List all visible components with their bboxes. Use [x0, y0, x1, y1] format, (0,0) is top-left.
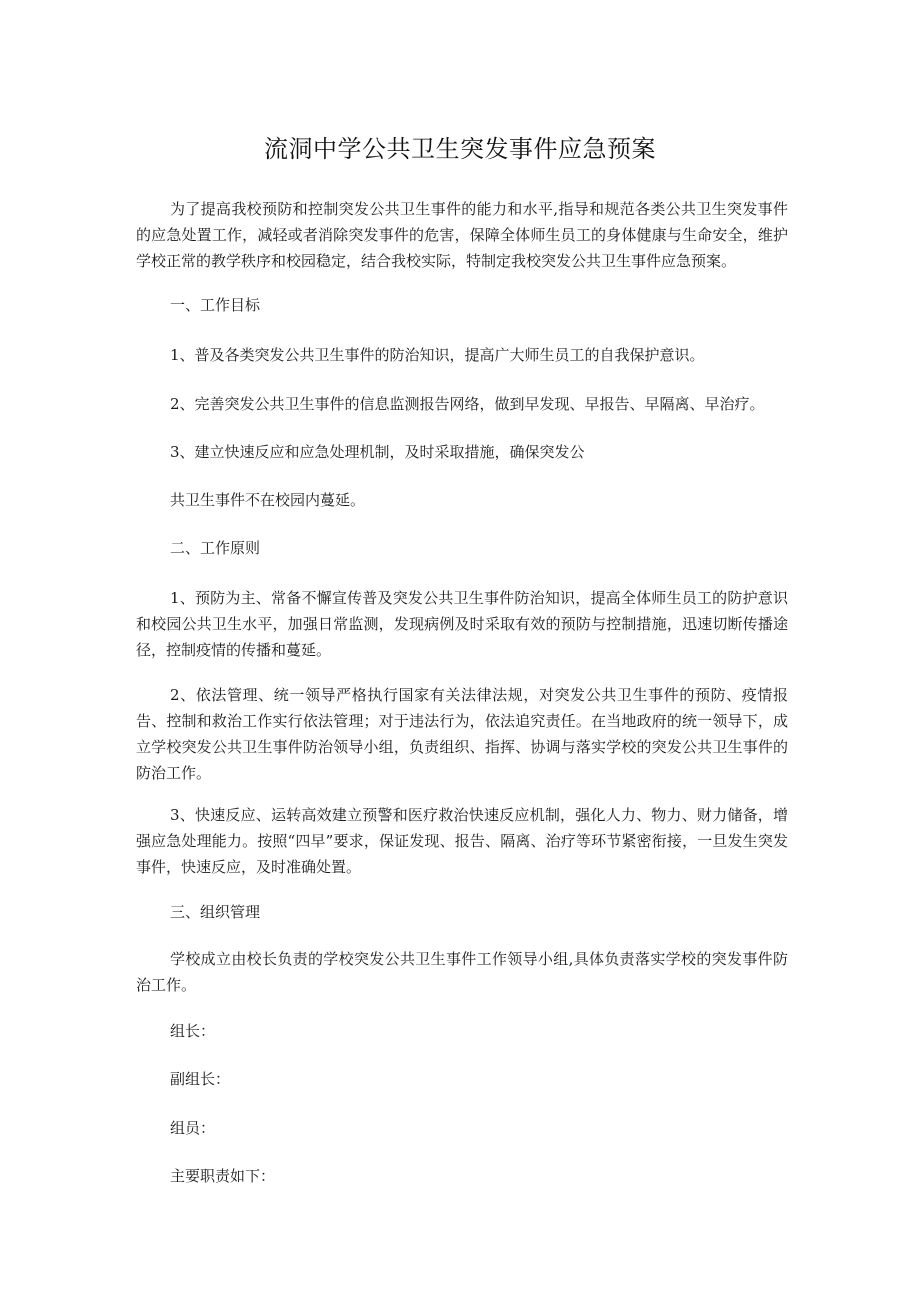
- section-heading-organization: 三、组织管理: [170, 903, 261, 921]
- section-heading-goals: 一、工作目标: [170, 296, 261, 314]
- document-title: 流洞中学公共卫生突发事件应急预案: [264, 135, 656, 163]
- organization-paragraph: 学校成立由校长负责的学校突发公共卫生事件工作领导小组,具体负责落实学校的突发事件防治工作。: [136, 950, 788, 994]
- goal-item-3-continued: 共卫生事件不在校园内蔓延。: [170, 491, 366, 509]
- principle-item-1: 1、预防为主、常备不懈宣传普及突发公共卫生事件防治知识，提高全体师生员工的防护意识和校园公共卫生水平，加强日常监测，发现病例及时采取有效的预防与控制措施，迅速切断传播途径，控制疫情的传播和蔓延。: [136, 589, 788, 659]
- goal-item-1: 1、普及各类突发公共卫生事件的防治知识，提高广大师生员工的自我保护意识。: [170, 346, 705, 364]
- principle-item-2: 2、依法管理、统一领导严格执行国家有关法律法规，对突发公共卫生事件的预防、疫情报告、控制和救治工作实行依法管理；对于违法行为，依法追究责任。在当地政府的统一领导下，成立学校突发公共卫生事件防治领导小组，负责组织、指挥、协调与落实学校的突发公共卫生事件的防治工作。: [136, 686, 788, 782]
- section-heading-principles: 二、工作原则: [170, 539, 261, 557]
- duties-label: 主要职责如下：: [170, 1167, 276, 1185]
- principle-item-3: 3、快速反应、运转高效建立预警和医疗救治快速反应机制，强化人力、物力、财力储备，增强应急处理能力。按照“四早”要求，保证发现、报告、隔离、治疗等环节紧密衔接，一旦发生突发事件，快速反应，及时准确处置。: [136, 806, 788, 876]
- members-label: 组员：: [170, 1119, 216, 1137]
- intro-paragraph: 为了提高我校预防和控制突发公共卫生事件的能力和水平,指导和规范各类公共卫生突发事件的应急处置工作，减轻或者消除突发事件的危害，保障全体师生员工的身体健康与生命安全，维护学校正常的教学秩序和校园稳定，结合我校实际，特制定我校突发公共卫生事件应急预案。: [136, 200, 788, 270]
- leader-label: 组长：: [170, 1022, 216, 1040]
- goal-item-2: 2、完善突发公共卫生事件的信息监测报告网络，做到早发现、早报告、早隔离、早治疗。: [170, 395, 765, 413]
- goal-item-3: 3、建立快速反应和应急处理机制，及时采取措施，确保突发公: [170, 443, 585, 461]
- deputy-leader-label: 副组长：: [170, 1070, 231, 1088]
